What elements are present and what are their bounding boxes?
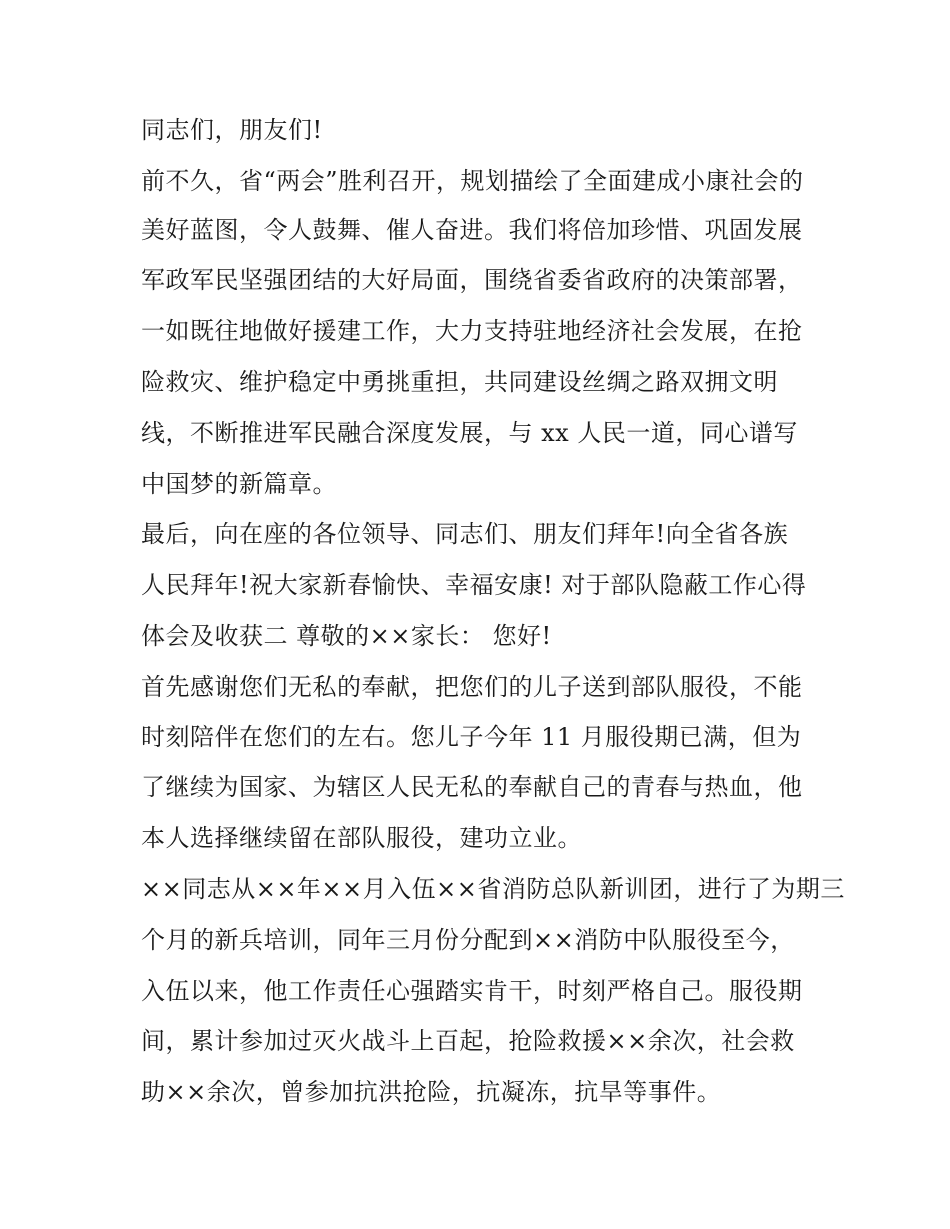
- text-line: 入伍以来，他工作责任心强踏实肯干，时刻严格自己。服役期: [141, 977, 803, 1005]
- text-line: 中国梦的新篇章。: [141, 470, 337, 498]
- text-line: 本人选择继续留在部队服役，建功立业。: [141, 824, 582, 852]
- text-line: 个月的新兵培训，同年三月份分配到××消防中队服役至今，: [141, 926, 795, 954]
- text-line: 同志们，朋友们!: [141, 116, 323, 144]
- text-line: 体会及收获二 尊敬的××家长： 您好!: [141, 622, 552, 650]
- text-line: 线，不断推进军民融合深度发展，与 xx 人民一道，同心谱写: [141, 419, 798, 447]
- text-line: ××同志从××年××月入伍××省消防总队新训团，进行了为期三: [141, 875, 845, 903]
- text-line: 助××余次，曾参加抗洪抢险，抗凝冻，抗旱等事件。: [141, 1078, 722, 1106]
- text-line: 了继续为国家、为辖区人民无私的奉献自己的青春与热血，他: [141, 773, 803, 801]
- text-line: 前不久，省“两会”胜利召开，规划描绘了全面建成小康社会的: [141, 167, 804, 195]
- text-line: 间，累计参加过灭火战斗上百起，抢险救援××余次，社会救: [141, 1027, 795, 1055]
- text-line: 一如既往地做好援建工作，大力支持驻地经济社会发展，在抢: [141, 317, 803, 345]
- text-line: 最后，向在座的各位领导、同志们、朋友们拜年!向全省各族: [141, 520, 789, 548]
- text-line: 人民拜年!祝大家新春愉快、幸福安康! 对于部队隐蔽工作心得: [141, 571, 807, 599]
- text-line: 军政军民坚强团结的大好局面，围绕省委省政府的决策部署，: [141, 266, 803, 294]
- text-line: 险救灾、维护稳定中勇挑重担，共同建设丝绸之路双拥文明: [141, 368, 778, 396]
- text-line: 美好蓝图，令人鼓舞、催人奋进。我们将倍加珍惜、巩固发展: [141, 216, 803, 244]
- text-line: 首先感谢您们无私的奉献，把您们的儿子送到部队服役，不能: [141, 673, 803, 701]
- text-line: 时刻陪伴在您们的左右。您儿子今年 11 月服役期已满，但为: [141, 723, 802, 751]
